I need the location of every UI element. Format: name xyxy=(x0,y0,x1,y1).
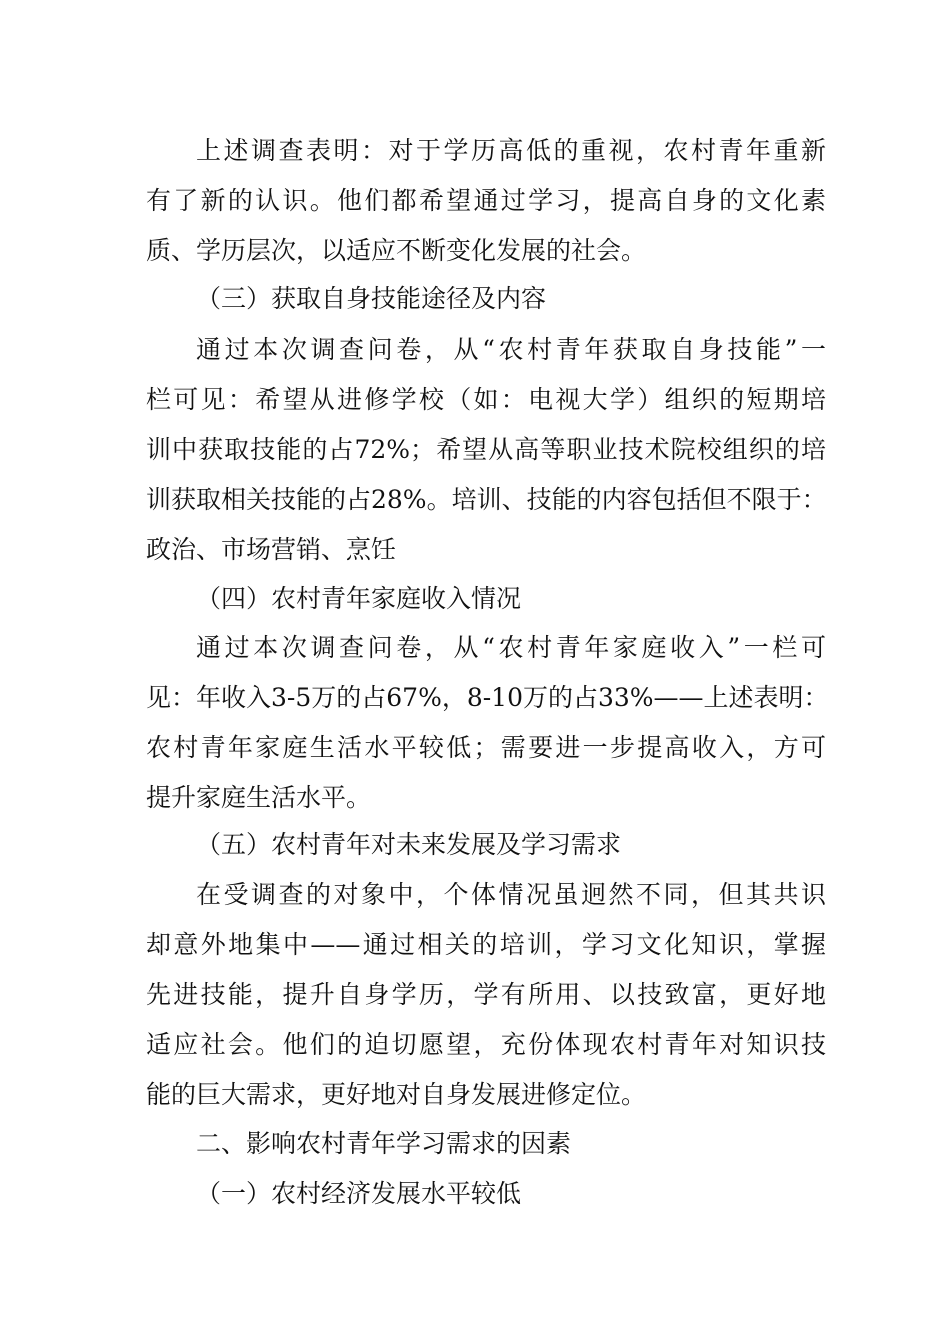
text-line: 农村青年家庭生活水平较低；需要进一步提高收入，方可 xyxy=(146,733,826,762)
section-heading-3 xyxy=(146,274,826,324)
text-line: 政治、市场营销、烹饪 xyxy=(146,535,397,564)
heading-text: （四）农村青年家庭收入情况 xyxy=(196,584,522,613)
text-line: 上述调查表明：对于学历高低的重视，农村青年重新 xyxy=(196,136,826,165)
section-heading-4 xyxy=(146,574,826,624)
text-line: 先进技能，提升自身学历，学有所用、以技致富，更好地 xyxy=(146,980,826,1009)
paragraph-survey-conclusion xyxy=(146,126,826,276)
section-heading-two xyxy=(146,1119,826,1169)
text-line: 栏可见：希望从进修学校（如：电视大学）组织的短期培 xyxy=(146,385,826,414)
text-line: 通过本次调查问卷，从“农村青年家庭收入”一栏可 xyxy=(196,633,826,662)
section-heading-5 xyxy=(146,820,826,870)
section-heading-two-1 xyxy=(146,1169,826,1219)
text-line: 提升家庭生活水平。 xyxy=(146,783,372,812)
text-line: 有了新的认识。他们都希望通过学习，提高自身的文化素 xyxy=(146,186,826,215)
text-line: 通过本次调查问卷，从“农村青年获取自身技能”一 xyxy=(196,335,826,364)
text-line: 却意外地集中——通过相关的培训，学习文化知识，掌握 xyxy=(146,930,826,959)
heading-text: （三）获取自身技能途径及内容 xyxy=(196,284,547,313)
text-line: 能的巨大需求，更好地对自身发展进修定位。 xyxy=(146,1080,647,1109)
paragraph-skills-channels xyxy=(146,325,826,575)
text-line: 训中获取技能的占72%；希望从高等职业技术院校组织的培 xyxy=(146,435,826,464)
text-line: 训获取相关技能的占28%。培训、技能的内容包括但不限于： xyxy=(146,485,827,514)
text-line: 质、学历层次，以适应不断变化发展的社会。 xyxy=(146,236,647,265)
heading-text: （五）农村青年对未来发展及学习需求 xyxy=(196,830,622,859)
text-line: 适应社会。他们的迫切愿望，充份体现农村青年对知识技 xyxy=(146,1030,826,1059)
paragraph-household-income xyxy=(146,623,829,823)
heading-text: （一）农村经济发展水平较低 xyxy=(196,1179,522,1208)
text-line: 见：年收入3-5万的占67%，8-10万的占33%——上述表明： xyxy=(146,683,829,712)
paragraph-learning-needs xyxy=(146,870,826,1120)
text-line: 在受调查的对象中，个体情况虽迥然不同，但其共识 xyxy=(196,880,826,909)
heading-text: 二、影响农村青年学习需求的因素 xyxy=(196,1129,572,1158)
